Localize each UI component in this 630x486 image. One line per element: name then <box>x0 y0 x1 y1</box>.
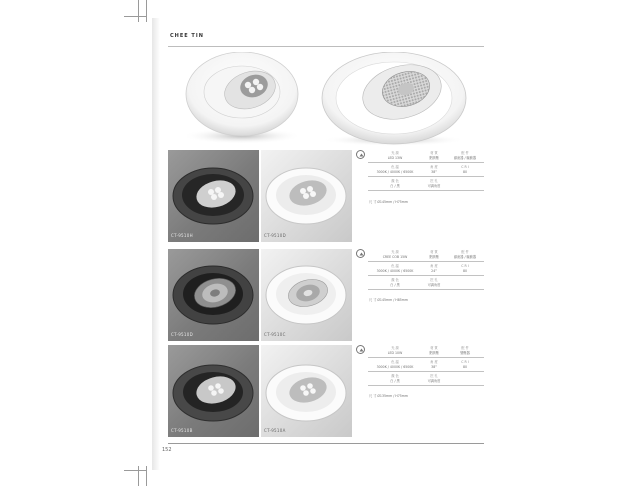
spec-header: 顏 色 <box>391 374 399 378</box>
model-label: CT-9510C <box>264 332 286 337</box>
spec-value: 鋁擠壓 <box>429 255 439 259</box>
model-label: CT-9510B <box>171 428 193 433</box>
spec-divider <box>368 275 484 276</box>
spec-header: 挖 孔 <box>430 278 438 282</box>
spec-value: 3000K / 4000K / 6500K <box>376 269 414 273</box>
spec-header: 色 溫 <box>391 264 399 268</box>
spec-header: 角 度 <box>430 165 438 169</box>
product-photo-white <box>261 345 352 437</box>
size-spec: 尺 寸 Ø135mm / H75mm <box>369 394 408 398</box>
spec-value: 鎮流器 / 驅動器 <box>453 255 477 259</box>
product-photo-black <box>168 150 259 242</box>
spec-value: 3000K / 4000K / 6500K <box>376 170 414 174</box>
spec-header: 挖 孔 <box>430 374 438 378</box>
product-photo-black <box>168 249 259 341</box>
spec-header: 材 質 <box>430 250 438 254</box>
spec-value: 80 <box>462 269 468 273</box>
spec-header: 顏 色 <box>391 278 399 282</box>
hero-product-image <box>168 52 484 147</box>
certification-badge <box>356 249 365 258</box>
spec-value: 鋁擠壓 <box>429 156 439 160</box>
crop-mark <box>146 466 147 486</box>
light-bulb-icon <box>359 153 364 157</box>
spec-header: 配 件 <box>461 346 469 350</box>
spec-header: 色 溫 <box>391 360 399 364</box>
spec-value: 鎮流器 / 驅動器 <box>453 156 477 160</box>
spec-table <box>356 345 484 440</box>
product-photo-white <box>261 249 352 341</box>
spec-header: 色 溫 <box>391 165 399 169</box>
spec-value: 白 / 黑 <box>390 184 400 188</box>
spec-value: 38° <box>431 365 437 369</box>
certification-badge <box>356 345 365 354</box>
spec-value: 可調角度 <box>427 283 441 287</box>
spec-value: 變壓器 <box>460 351 470 355</box>
spec-header: 角 度 <box>430 264 438 268</box>
spec-value: 可調角度 <box>427 184 441 188</box>
certification-badge <box>356 150 365 159</box>
spec-header: 光 源 <box>391 346 399 350</box>
spec-value: 可調角度 <box>427 379 441 383</box>
crop-mark <box>138 0 139 22</box>
spec-value: 80 <box>462 170 468 174</box>
spec-value: 38° <box>431 170 437 174</box>
size-spec: 尺 寸 Ø145mm / H75mm <box>369 200 408 204</box>
spec-divider <box>368 176 484 177</box>
spec-header: 光 源 <box>391 151 399 155</box>
spec-divider <box>368 162 484 163</box>
crop-mark <box>146 0 147 22</box>
spec-header: 光 源 <box>391 250 399 254</box>
spec-value: LED 13W <box>387 156 403 160</box>
page-gutter-shadow <box>152 18 160 470</box>
spec-divider <box>368 261 484 262</box>
page-number: 152 <box>162 447 172 453</box>
spec-value: 3000K / 4000K / 6500K <box>376 365 414 369</box>
model-label: CT-9510D <box>264 233 286 238</box>
spec-value: 鋁擠壓 <box>429 351 439 355</box>
spec-divider <box>368 289 484 290</box>
spec-header: 材 質 <box>430 151 438 155</box>
footer-rule <box>168 443 484 444</box>
spec-header: C R I <box>461 165 469 169</box>
spec-header: 配 件 <box>461 151 469 155</box>
spec-value: LED 10W <box>387 351 403 355</box>
light-bulb-icon <box>359 252 364 256</box>
spec-header: 材 質 <box>430 346 438 350</box>
crop-mark <box>138 466 139 486</box>
spec-header: C R I <box>461 360 469 364</box>
crop-mark <box>124 470 146 471</box>
model-label: CT-9510A <box>264 428 286 433</box>
spec-divider <box>368 385 484 386</box>
product-photo-white <box>261 150 352 242</box>
spec-header: 顏 色 <box>391 179 399 183</box>
spec-value: 白 / 黑 <box>390 379 400 383</box>
spec-table <box>356 249 484 344</box>
section-title: CHEE TIN <box>170 33 204 39</box>
spec-table <box>356 150 484 245</box>
light-bulb-icon <box>359 348 364 352</box>
model-label: CT-9510D <box>171 332 193 337</box>
product-photo-black <box>168 345 259 437</box>
spec-header: 配 件 <box>461 250 469 254</box>
spec-value: 24° <box>431 269 437 273</box>
spec-divider <box>368 371 484 372</box>
spec-header: 角 度 <box>430 360 438 364</box>
header-rule <box>168 46 484 47</box>
spec-divider <box>368 357 484 358</box>
spec-header: 挖 孔 <box>430 179 438 183</box>
size-spec: 尺 寸 Ø145mm / H85mm <box>369 298 408 302</box>
crop-mark <box>124 16 146 17</box>
spec-value: 白 / 黑 <box>390 283 400 287</box>
spec-value: CREE COB 15W <box>382 255 408 259</box>
spec-value: 80 <box>462 365 468 369</box>
model-label: CT-9510H <box>171 233 193 238</box>
spec-header: C R I <box>461 264 469 268</box>
spec-divider <box>368 190 484 191</box>
